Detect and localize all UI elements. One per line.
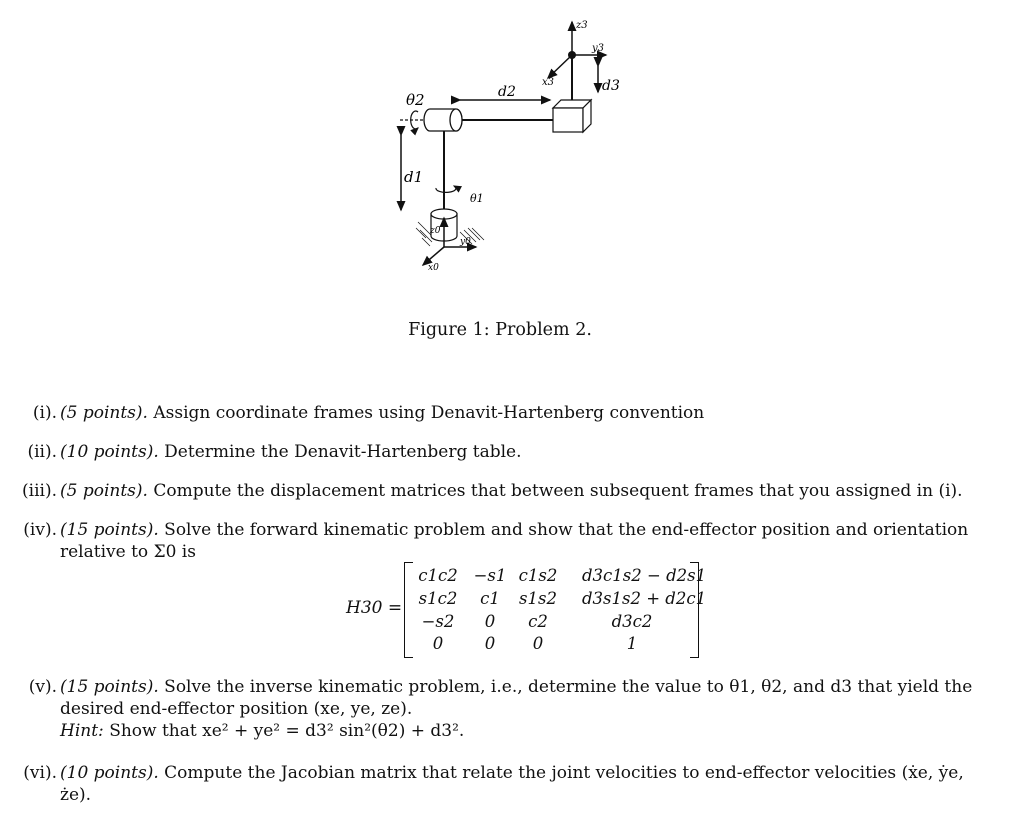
d3-label: d3	[602, 78, 620, 94]
z0-label: z0	[430, 226, 441, 236]
matrix-cell: c2	[528, 612, 548, 631]
question-label: (iv).	[23, 520, 57, 540]
d2-label: d2	[498, 84, 516, 100]
question-text: Compute the Jacobian matrix that relate the joint velocities to end-effector velocities (ẋe, ẏe, że).	[60, 763, 964, 805]
x3-label: x3	[542, 77, 555, 88]
question-text-continued: desired end-effector position (xe, ye, ze).	[60, 699, 413, 719]
question-points: (15 points).	[60, 520, 159, 540]
matrix-cell: 0	[484, 612, 496, 631]
question-text-continued: relative to Σ0 is	[60, 542, 196, 562]
question-text: Solve the forward kinematic problem and show that the end-effector position and orientation	[164, 520, 969, 540]
y3-label: y3	[592, 43, 605, 54]
robot-arm-figure	[360, 10, 660, 280]
matrix-cell: 0	[484, 634, 496, 653]
matrix-cell: c1s2	[518, 566, 558, 585]
question-text: Determine the Denavit-Hartenberg table.	[164, 442, 522, 462]
matrix-cell: c1	[480, 589, 500, 608]
equation-lhs: H30 =	[346, 598, 403, 618]
question-label: (i).	[32, 403, 57, 423]
question-label: (ii).	[27, 442, 57, 462]
matrix-cell: 0	[532, 634, 544, 653]
hint-text: Show that xe² + ye² = d3² sin²(θ2) + d3².	[109, 721, 465, 741]
question-points: (10 points).	[60, 442, 159, 462]
question-points: (5 points).	[60, 481, 148, 501]
matrix-cell: −s2	[421, 612, 455, 631]
x0-label: x0	[428, 263, 439, 273]
end-effector-cube	[553, 100, 591, 132]
theta1-label: θ1	[470, 192, 484, 205]
matrix-cell: 1	[626, 634, 638, 653]
matrix-cell: s1c2	[418, 589, 458, 608]
question-text: Assign coordinate frames using Denavit-Hartenberg convention	[153, 403, 705, 423]
theta1-rotation-arrow	[436, 186, 456, 192]
question-label: (v).	[28, 677, 57, 697]
hint-label: Hint:	[60, 721, 104, 741]
matrix-cell: −s1	[473, 566, 507, 585]
theta2-label: θ2	[406, 91, 425, 109]
question-text: Compute the displacement matrices that between subsequent frames that you assigned in (i).	[153, 481, 963, 501]
hint-line	[60, 720, 1000, 742]
matrix-cell: s1s2	[519, 589, 557, 608]
matrix-cell: d3c2	[611, 612, 653, 631]
y0-label: y0	[460, 237, 471, 247]
question-points: (15 points).	[60, 677, 159, 697]
d1-label: d1	[404, 168, 424, 186]
matrix-cell: d3s1s2 + d2c1	[582, 589, 707, 608]
question-label: (iii).	[22, 481, 57, 501]
matrix-cell: 0	[432, 634, 444, 653]
figure-caption: Figure 1: Problem 2.	[408, 320, 592, 340]
x3-axis	[548, 55, 572, 78]
z3-label: z3	[576, 20, 588, 31]
question-points: (10 points).	[60, 763, 159, 783]
matrix-cell: d3c1s2 − d2s1	[582, 566, 707, 585]
joint2-cylinder	[424, 109, 462, 131]
matrix-cell: c1c2	[418, 566, 458, 585]
question-label: (vi).	[23, 763, 57, 783]
question-text: Solve the inverse kinematic problem, i.e., determine the value to θ1, θ2, and d3 that yield the	[164, 677, 973, 697]
forward-kinematics-equation	[346, 562, 706, 658]
question-points: (5 points).	[60, 403, 148, 423]
